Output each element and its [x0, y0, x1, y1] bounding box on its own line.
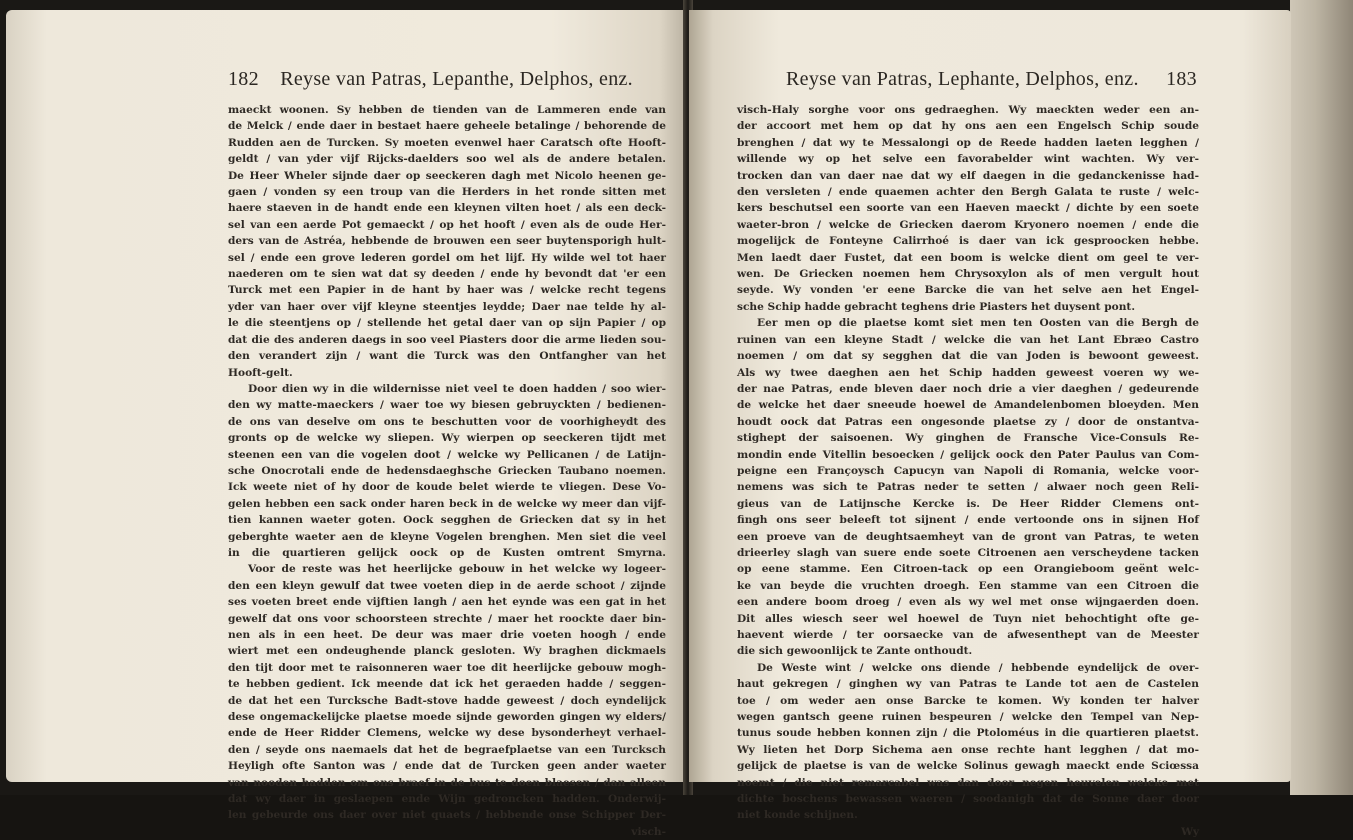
text-line: dat wy daer in geslaepen ende Wijn gedroncken hadden. Onderwij-: [228, 793, 666, 806]
text-line: haere staeven in de handt ende een kleynen vilten hoet / als een deck-: [228, 202, 666, 215]
text-line: dese ongemackelijcke plaetse moede sijnde geworden gingen wy elders/: [228, 711, 666, 724]
text-line: ses voeten breet ende vijftien langh / aen het eynde was een gat in het: [228, 596, 666, 609]
text-line: ruinen van een kleyne Stadt / welcke die van het Lant Ebræo Castro: [737, 333, 1199, 346]
text-line: de Melck / ende daer in bestaet haere geheele betalinge / behorende de: [228, 120, 666, 133]
text-line: Dit alles wiesch seer wel hoewel de Tuyn niet behochtight ofte ge-: [737, 612, 1199, 625]
text-line: Men laedt daer Fustet, dat een boom is welcke dient om geel te ver-: [737, 251, 1199, 264]
text-line: op eene stamme. Een Citroen-tack op een Orangieboom geënt welc-: [737, 563, 1199, 576]
text-line: die sich gewoonlijck te Zante onthoudt.: [737, 645, 973, 658]
text-line: den versleten / ende quaemen achter den Bergh Galata te ruste / welc-: [737, 186, 1199, 199]
text-line: len gebeurde ons daer over niet quaets / hebbende onse Schipper Der-: [228, 809, 666, 822]
text-line: De Weste wint / welcke ons diende / hebbende eyndelijck de over-: [757, 661, 1199, 674]
text-line: Turck met een Papier in de hant by haer was / welcke recht tegens: [228, 284, 666, 297]
text-line: gelen hebben een sack onder haren beck in de welcke wy meer dan vijf-: [228, 497, 666, 510]
text-line: noemt / die niet remarcabel was dan door negen heuvelen welcke met: [737, 776, 1199, 789]
text-line: der accoort met hem op dat hy ons aen een Engelsch Schip soude: [737, 120, 1199, 133]
text-line: haevent wierde / ter oorsaecke van de afwesenthept van de Meester: [737, 629, 1199, 641]
text-line: dichte boschens bewassen waeren / soodanigh dat de Sonne daer door: [737, 793, 1199, 806]
text-line: Rudden aen de Turcken. Sy moeten evenwel haer Caratsch ofte Hooft-: [228, 136, 666, 149]
text-line: mogelijck de Fonteyne Calirrhoé is daer van ick gesproocken hebbe.: [737, 235, 1199, 248]
text-line: seyde. Wy vonden 'er eene Barcke die van het selve aen het Engel-: [737, 284, 1199, 297]
text-line: gewelf dat ons voor schoorsteen strechte / maer het roockte daer bin-: [228, 612, 666, 625]
text-line: naederen om te sien wat dat sy deeden / ende hy bevondt dat 'er een: [228, 268, 666, 281]
text-line: in die quartieren gelijck oock op de Kusten omtrent Smyrna.: [228, 546, 666, 559]
text-line: ke van beyde die vruchten droegh. Een stamme van een Citroen die: [737, 579, 1199, 592]
text-line: drieerley slagh van suere ende soete Citroenen aen verscheydene tacken: [737, 546, 1199, 559]
text-line: gronts op de welcke wy sliepen. Wy wierpen op seeckeren tijdt met: [228, 432, 666, 445]
text-line: den verandert zijn / want die Turck was den Ontfangher van het: [228, 350, 666, 363]
text-line: van nooden hadden om ons braef in de bus te doen blaesen / dan alleen: [228, 776, 666, 789]
text-line: Als wy twee daeghen aen het Schip hadden geweest voeren wy we-: [737, 366, 1199, 379]
text-line: Voor de reste was het heerlijcke gebouw in het welcke wy logeer-: [248, 563, 666, 576]
text-line: stighept der saisoenen. Wy ginghen de Fransche Vice-Consuls Re-: [737, 432, 1199, 445]
text-line: noemen / om dat sy segghen dat die van Joden is bewoont geweest.: [737, 350, 1199, 363]
catchword: visch-: [631, 825, 666, 838]
text-line: den een kleyn gewulf dat twee voeten diep in de aerde schoot / zijnde: [228, 579, 666, 592]
text-line: nemens was sich te Patras neder te setten / alwaer noch geen Reli-: [737, 481, 1199, 494]
text-line: dat die des anderen daegs in soo veel Piasters door die arme lieden sou-: [228, 333, 666, 346]
text-line: wegen gantsch geene ruinen bespeuren / welcke den Tempel van Nep-: [737, 711, 1199, 724]
text-line: een proeve van de deughtsaemheyt van de gront van Patras, te weten: [737, 530, 1199, 543]
right-page-number: 183: [1166, 68, 1197, 90]
left-page: [6, 10, 687, 838]
text-line: brenghen / dat wy te Messalongi op de Reede hadden laeten legghen /: [737, 136, 1199, 149]
right-page: [689, 10, 1291, 838]
text-line: Heyligh ofte Santon was / ende dat de Turcken geen ander waeter: [228, 760, 666, 773]
text-line: den wy matte-maeckers / waer toe wy biesen gebruyckten / bedienen-: [228, 399, 666, 412]
text-line: sche Onocrotali ende de hedensdaeghsche Griecken Taubano noemen.: [228, 464, 666, 477]
text-line: geldt / van yder vijf Rijcks-daelders soo wel als de andere betalen.: [228, 153, 666, 166]
text-line: niet konde schijnen.: [737, 809, 858, 822]
left-running-head: [228, 68, 633, 91]
left-title: Reyse van Patras, Lepanthe, Delphos, enz.: [280, 68, 633, 90]
text-line: ende de Heer Ridder Clemens, welcke wy dese bysonderheyt verhael-: [228, 727, 666, 740]
text-line: geberghte waeter aen de kleyne Vogelen brenghen. Men siet die veel: [228, 530, 666, 543]
text-line: Wy lieten het Dorp Sichema aen onse rechte hant legghen / dat mo-: [737, 743, 1199, 756]
text-line: toe / om weder aen onse Barcke te komen. Wy konden ter halver: [737, 694, 1199, 707]
text-line: de ons van deselve om ons te beschutten voor de voorhigheydt des: [228, 415, 666, 428]
text-line: sche Schip hadde gebracht teghens drie Piasters het duysent pont.: [737, 300, 1136, 313]
text-line: houdt oock dat Patras een ongesonde plaetse zy / door de onstantva-: [737, 415, 1199, 428]
text-line: sel van een aerde Pot gemaeckt / op het hooft / even als de oude Her-: [228, 218, 666, 231]
text-line: mondin ende Vitellin besoecken / gelijck oock den Pater Paulus van Com-: [737, 448, 1199, 461]
text-line: Door dien wy in die wildernisse niet veel te doen hadden / soo wier-: [248, 382, 666, 395]
text-line: ders van de Astréa, hebbende de brouwen een seer buytensporigh hult-: [228, 235, 666, 248]
text-line: den / seyde ons naemaels dat het de begraefplaetse van een Turcksch: [228, 743, 666, 756]
text-line: de welcke het daer sneeude hoewel de Amandelenbomen bloeyden. Men: [737, 399, 1199, 412]
text-line: sel / ende een grove lederen gordel om het lijf. Hy wilde wel tot haer: [228, 251, 666, 264]
text-line: le die steentjens op / stellende het getal daer van op sijn Papier / op: [228, 317, 666, 330]
text-line: de dat het een Turcksche Badt-stove hadde geweest / doch eyndelijck: [228, 694, 666, 707]
text-line: kers beschutsel een soorte van een Haeven maeckt / dichte by een soete: [737, 202, 1199, 215]
text-line: wen. De Griecken noemen hem Chrysoxylon als of men vergult hout: [737, 268, 1199, 281]
text-line: visch-Haly sorghe voor ons gedraeghen. Wy maeckten weder een an-: [737, 104, 1199, 116]
text-line: De Heer Wheler sijnde daer op seeckeren dagh met Nicolo heenen ge-: [228, 169, 666, 182]
text-line: tien kannen waeter goten. Oock segghen de Griecken dat sy in het: [228, 514, 666, 527]
catchword: Wy: [1181, 825, 1199, 838]
text-line: yder van haer over vijf kleyne steentjes leydde; Daer nae telde hy al-: [228, 300, 666, 313]
text-line: waeter-bron / welcke de Griecken daerom Kryonero noemen / ende die: [737, 218, 1199, 231]
text-line: Ick weete niet of hy door de koude belet wierde te vliegen. Dese Vo-: [228, 481, 666, 494]
right-body-text: [737, 102, 1199, 840]
left-page-number: 182: [228, 68, 259, 90]
book-cover-edge: [1290, 0, 1353, 795]
text-line: trocken dan van daer nae dat wy elf daegen in die gedanckenisse had-: [737, 169, 1199, 182]
text-line: gaen / vonden sy een troup van die Herders in het ronde sitten met: [228, 186, 666, 199]
left-body-text: [228, 102, 666, 840]
text-line: te hebben gedient. Ick meende dat ick het geraeden hadde / seggen-: [228, 678, 666, 691]
text-line: willende wy op het selve een favorabelder wint wachten. Wy ver-: [737, 153, 1199, 166]
text-line: gelijck de plaetse is van de welcke Solinus gewagh maeckt ende Sciœssa: [737, 760, 1199, 773]
text-line: peigne een Françoysch Capucyn van Napoli di Romania, welcke voor-: [737, 464, 1199, 477]
text-line: gieus van de Latijnsche Kercke is. De Heer Ridder Clemens ont-: [737, 497, 1199, 510]
right-running-head: [786, 68, 1197, 91]
text-line: der nae Patras, ende bleven daer noch drie a vier daeghen / gedeurende: [737, 382, 1199, 395]
text-line: maeckt woonen. Sy hebben de tienden van de Lammeren ende van: [228, 104, 666, 116]
text-line: wiert met een ondeughende planck gesloten. Wy braghen dickmaels: [228, 645, 666, 658]
text-line: Hooft-gelt.: [228, 366, 293, 379]
text-line: den tijt door met te raisonneren waer toe dit heerlijcke gebouw mogh-: [228, 661, 666, 674]
text-line: fingh ons seer beleeft tot sijnent / ende vertoonde ons in sijnen Hof: [737, 514, 1199, 527]
text-line: nen als in een heet. De deur was maer drie voeten hoogh / ende: [228, 629, 666, 641]
text-line: een andere boom droeg / even als wy wel met onse wijngaerden doen.: [737, 596, 1199, 609]
text-line: steenen een van die vogelen doot / welcke wy Pellicanen / de Latijn-: [228, 448, 666, 461]
text-line: Eer men op die plaetse komt siet men ten Oosten van die Bergh de: [757, 317, 1199, 330]
right-title: Reyse van Patras, Lephante, Delphos, enz.: [786, 68, 1139, 90]
text-line: tunus soude hebben konnen zijn / die Ptoloméus in die quartieren plaetst.: [737, 727, 1199, 740]
text-line: haut gekregen / ginghen wy van Patras te Lande tot aen de Castelen: [737, 678, 1199, 691]
